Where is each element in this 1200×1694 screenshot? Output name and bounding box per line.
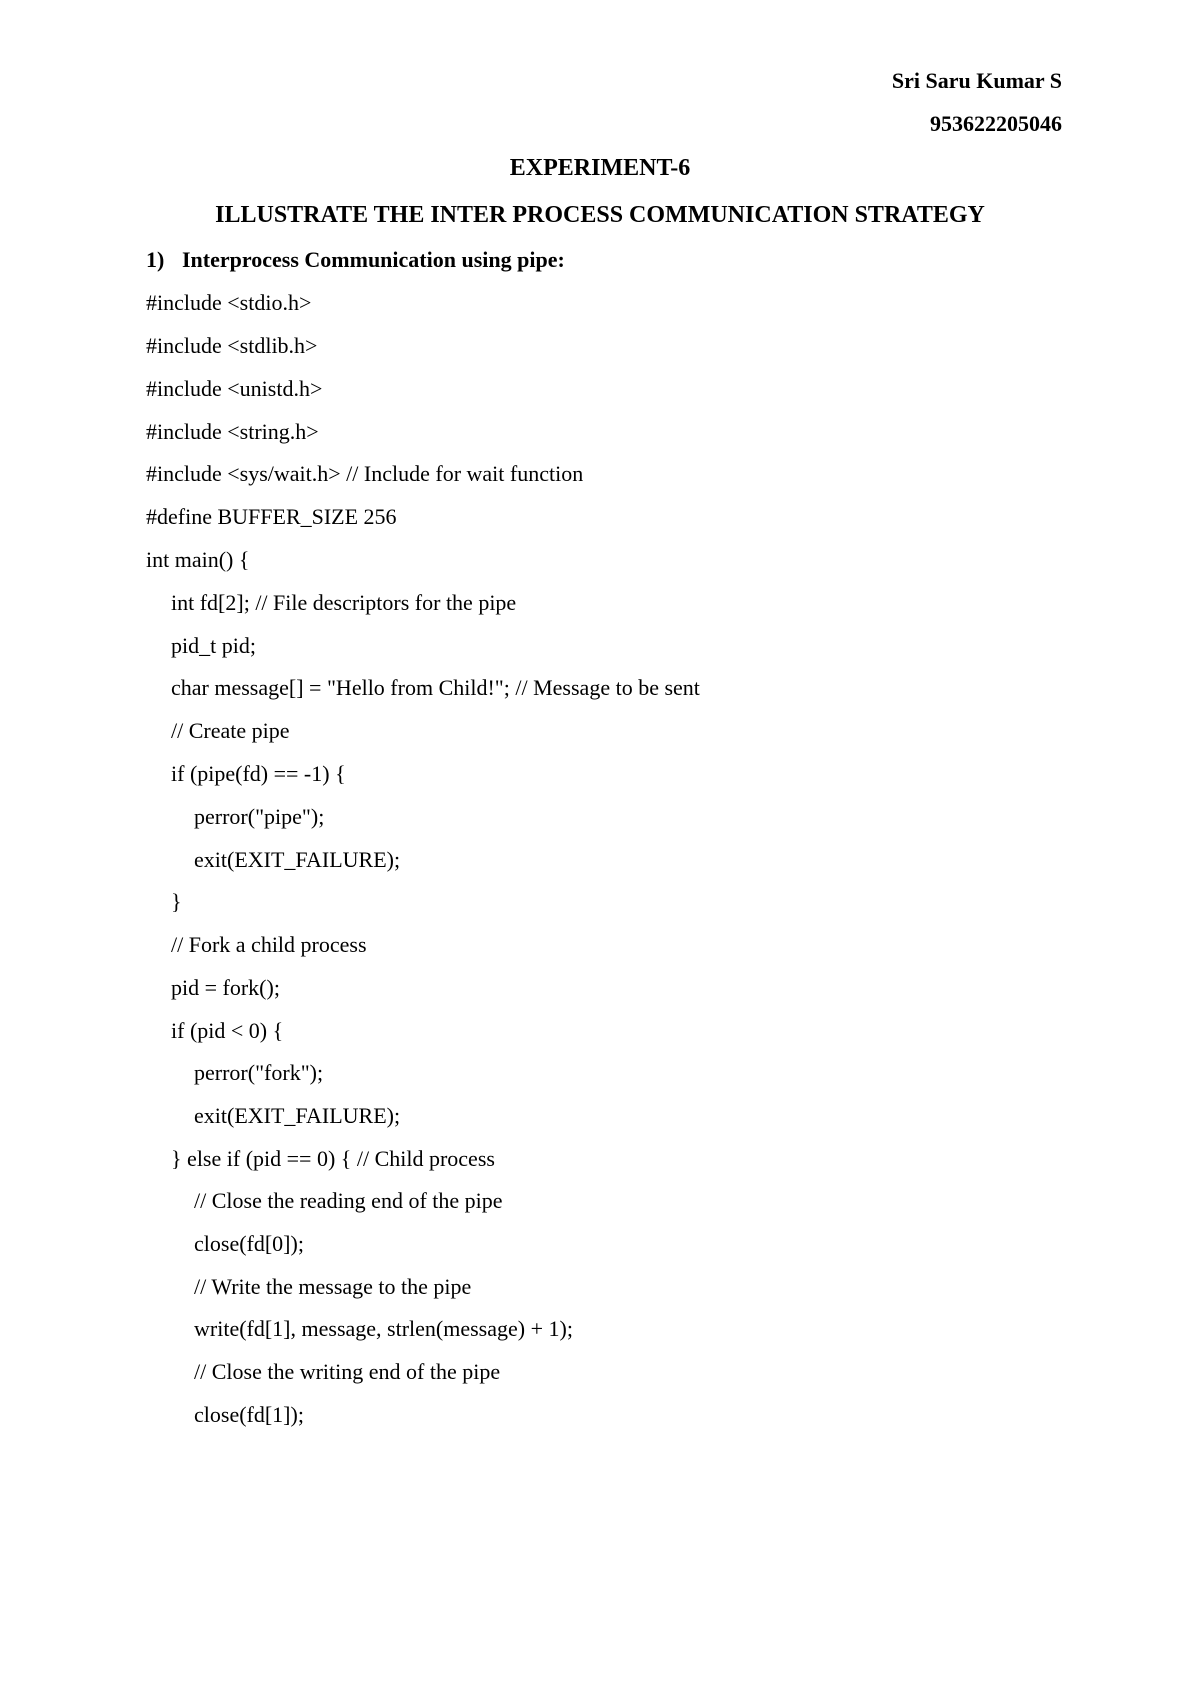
code-line: // Create pipe	[171, 718, 290, 743]
code-line: #include <stdio.h>	[146, 290, 312, 315]
code-line: // Write the message to the pipe	[194, 1274, 472, 1299]
code-line: char message[] = "Hello from Child!"; // Message to be sent	[171, 675, 700, 700]
code-line: close(fd[0]);	[194, 1231, 304, 1256]
code-line: write(fd[1], message, strlen(message) + 1);	[194, 1316, 573, 1341]
code-line: perror("fork");	[194, 1060, 324, 1085]
code-line: } else if (pid == 0) { // Child process	[171, 1146, 495, 1171]
code-line: exit(EXIT_FAILURE);	[194, 1103, 401, 1128]
code-line: #include <unistd.h>	[146, 376, 323, 401]
code-line: exit(EXIT_FAILURE);	[194, 847, 401, 872]
code-line: pid = fork();	[171, 975, 280, 1000]
section-number: 1)	[146, 247, 165, 272]
code-line: pid_t pid;	[171, 633, 256, 658]
code-line: perror("pipe");	[194, 804, 325, 829]
code-line: }	[171, 889, 182, 914]
code-line: int fd[2]; // File descriptors for the pipe	[171, 590, 517, 615]
section-heading	[146, 246, 565, 274]
code-line: // Close the writing end of the pipe	[194, 1359, 501, 1384]
section-heading-text: Interprocess Communication using pipe:	[182, 247, 565, 272]
code-line: #include <string.h>	[146, 419, 319, 444]
code-line: close(fd[1]);	[194, 1402, 304, 1427]
code-line: #include <stdlib.h>	[146, 333, 318, 358]
code-line: if (pid < 0) {	[171, 1018, 284, 1043]
experiment-title: EXPERIMENT-6	[509, 155, 691, 181]
registration-number: 953622205046	[930, 111, 1062, 136]
code-line: #include <sys/wait.h> // Include for wait function	[146, 461, 584, 486]
code-line: int main() {	[146, 547, 250, 572]
code-line: // Close the reading end of the pipe	[194, 1188, 503, 1213]
author-name: Sri Saru Kumar S	[891, 68, 1062, 93]
experiment-subtitle: ILLUSTRATE THE INTER PROCESS COMMUNICATION STRATEGY	[215, 202, 985, 228]
code-line: if (pipe(fd) == -1) {	[171, 761, 346, 786]
code-line: // Fork a child process	[171, 932, 367, 957]
code-line: #define BUFFER_SIZE 256	[146, 504, 397, 529]
